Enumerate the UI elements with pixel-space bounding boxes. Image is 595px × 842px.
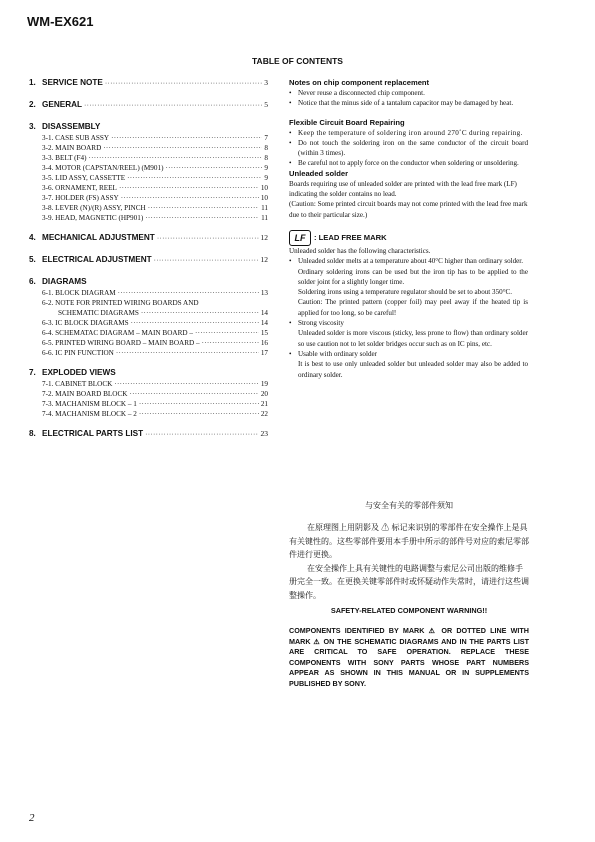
toc-subsection <box>42 389 268 399</box>
toc-section-title: GENERAL <box>42 100 83 109</box>
toc-leader-dots <box>118 288 259 298</box>
toc-leader-dots <box>116 348 259 358</box>
toc-subsection <box>42 193 268 203</box>
chinese-safety-notice <box>289 500 529 602</box>
toc-leader-dots <box>195 328 259 338</box>
toc-subsection <box>42 133 268 143</box>
toc-leader-dots <box>148 203 259 213</box>
lead-free-para: Soldering irons using a temperature regulator should be set to about 350°C. <box>298 288 513 297</box>
toc-leader-dots <box>145 213 259 223</box>
toc-subsection-title: 7-3. MACHANISM BLOCK – 1 <box>42 400 137 408</box>
toc-title: TABLE OF CONTENTS <box>252 56 343 66</box>
toc-spacer <box>29 358 268 368</box>
toc-subsection <box>42 203 268 213</box>
toc-subsection <box>42 213 268 223</box>
toc-subsection <box>42 399 268 409</box>
lead-free-mark-row <box>289 230 528 246</box>
toc-page-number: 21 <box>260 400 268 408</box>
chinese-notice-paragraph: 在原理图上用阴影及 ⚠ 标记来识别的零部件在安全操作上是具有关键性的。这些零部件要用本手册中所示的部件号对应的索尼零部件进行更换。 <box>289 523 529 559</box>
toc-section-number: 3. <box>29 122 36 131</box>
toc-subsection-list <box>42 133 268 223</box>
unleaded-caution: (Caution: Some printed circuit boards may not come printed with the lead free mark due to their particular size.) <box>289 200 528 219</box>
toc-leader-dots <box>139 399 259 409</box>
toc-subsection <box>42 308 268 318</box>
toc-section <box>29 429 268 438</box>
toc-leader-dots <box>111 133 262 143</box>
toc-leader-dots <box>103 143 262 153</box>
toc-subsection <box>42 298 268 308</box>
flex-repair-item: • Do not touch the soldering iron on the same conductor of the circuit board (within 3 times). <box>289 138 528 158</box>
toc-leader-dots <box>84 100 262 109</box>
toc-page-number: 20 <box>260 390 268 398</box>
toc-subsection-list <box>42 379 268 419</box>
toc-subsection-title: 6-3. IC BLOCK DIAGRAMS <box>42 319 129 327</box>
toc-subsection-title: 6-5. PRINTED WIRING BOARD – MAIN BOARD – <box>42 339 200 347</box>
toc-section-number: 6. <box>29 277 36 286</box>
flex-repair-item: • Be careful not to apply force on the conductor when soldering or unsoldering. <box>289 159 519 168</box>
toc-subsection-title: 7-4. MACHANISM BLOCK – 2 <box>42 410 137 418</box>
toc-subsection <box>42 288 268 298</box>
toc-leader-dots <box>145 429 258 438</box>
toc-page-number: 11 <box>261 204 268 212</box>
toc-page-number: 14 <box>260 309 268 317</box>
unleaded-text: Boards requiring use of unleaded solder are printed with the lead free mark (LF) indicating the solder contains no lead. <box>289 179 517 199</box>
toc-page-number: 19 <box>260 380 268 388</box>
toc-section <box>29 255 268 264</box>
chinese-notice-paragraph: 在安全操作上具有关键性的电路调整与索尼公司出版的维修手册完全一致。在更换关键零部件时或怀疑动作失常时，请进行这些调整操作。 <box>289 563 529 600</box>
toc-leader-dots <box>157 233 259 242</box>
toc-subsection-list <box>42 288 268 358</box>
lead-free-para: It is best to use only unleaded solder but unleaded solder may also be added to ordinary solder. <box>298 360 528 379</box>
toc-section-title: ELECTRICAL ADJUSTMENT <box>42 255 152 264</box>
toc-leader-dots <box>119 183 259 193</box>
toc-subsection <box>42 318 268 328</box>
chip-note-item: • Never reuse a disconnected chip component. <box>289 89 425 97</box>
toc-leader-dots <box>89 153 263 163</box>
toc-subsection <box>42 409 268 419</box>
toc-subsection-title: 3-6. ORNAMENT, REEL <box>42 184 117 192</box>
toc-subsection <box>42 143 268 153</box>
toc-subsection <box>42 348 268 358</box>
toc-page-number: 17 <box>260 349 268 357</box>
toc-section <box>29 368 268 377</box>
toc-section-number: 7. <box>29 368 36 377</box>
toc-section-title: ELECTRICAL PARTS LIST <box>42 429 144 438</box>
toc-leader-dots <box>129 389 258 399</box>
toc-spacer <box>29 264 268 277</box>
toc-page-number: 8 <box>264 154 268 162</box>
toc-page-number: 8 <box>264 144 268 152</box>
toc-subsection-title: 6-6. IC PIN FUNCTION <box>42 349 114 357</box>
toc-page-number: 12 <box>260 233 268 242</box>
toc-subsection <box>42 328 268 338</box>
lead-free-para: Ordinary soldering irons can be used but the iron tip has to be applied to the solder joint for a slightly longer time. <box>298 267 528 286</box>
toc-subsection-title: 3-9. HEAD, MAGNETIC (HP901) <box>42 214 144 222</box>
toc-spacer <box>29 242 268 255</box>
lead-free-item: • Usable with ordinary solder <box>289 349 377 358</box>
lead-free-para: Unleaded solder is more viscous (sticky, less prone to flow) than ordinary solder so use caution not to let solder bridges occur such as on IC pins, etc. <box>298 329 528 348</box>
toc-list <box>29 78 268 438</box>
toc-page-number: 12 <box>260 255 268 264</box>
toc-spacer <box>29 419 268 429</box>
lead-free-intro: Unleaded solder has the following characteristics. <box>289 246 431 255</box>
lead-free-logo-icon: LF <box>289 230 311 246</box>
toc-page-number: 10 <box>260 184 268 192</box>
chinese-notice-title: 与安全有关的零部件须知 <box>365 501 453 510</box>
toc-section-number: 2. <box>29 100 36 109</box>
toc-page-number: 11 <box>261 214 268 222</box>
toc-section-title: SERVICE NOTE <box>42 78 103 87</box>
toc-subsection-title: 3-2. MAIN BOARD <box>42 144 102 152</box>
toc-subsection <box>42 153 268 163</box>
toc-page-number: 14 <box>260 319 268 327</box>
toc-page-number: 23 <box>260 429 268 438</box>
safety-warning-title: SAFETY-RELATED COMPONENT WARNING!! <box>330 606 488 615</box>
toc-leader-dots <box>105 78 262 87</box>
toc-subsection-title: 7-1. CABINET BLOCK <box>42 380 113 388</box>
toc-page-number: 7 <box>264 134 268 142</box>
toc-subsection-title: 3-8. LEVER (N)/(R) ASSY, PINCH <box>42 204 146 212</box>
flex-repair-item: • Keep the temperature of soldering iron around 270˚C during repairing. <box>289 128 523 137</box>
toc-subsection-title: 3-4. MOTOR (CAPSTAN/REEL) (M901) <box>42 164 164 172</box>
toc-subsection <box>42 183 268 193</box>
toc-page-number: 10 <box>260 194 268 202</box>
toc-leader-dots <box>131 318 259 328</box>
toc-leader-dots <box>141 308 259 318</box>
toc-subsection-title: 6-4. SCHEMATAC DIAGRAM – MAIN BOARD – <box>42 329 193 337</box>
toc-section <box>29 277 268 286</box>
toc-section-title: DIAGRAMS <box>42 277 87 286</box>
toc-subsection <box>42 173 268 183</box>
lead-free-item: • Strong viscosity <box>289 319 344 328</box>
toc-subsection <box>42 163 268 173</box>
service-notes <box>289 78 528 380</box>
toc-subsection <box>42 338 268 348</box>
toc-leader-dots <box>154 255 259 264</box>
lead-free-heading: : LEAD FREE MARK <box>314 232 387 242</box>
toc-section <box>29 100 268 109</box>
toc-subsection-title: 3-3. BELT (F4) <box>42 154 87 162</box>
toc-spacer <box>29 223 268 233</box>
toc-section <box>29 233 268 242</box>
toc-section-title: EXPLODED VIEWS <box>42 368 116 377</box>
flex-repair-heading: Flexible Circuit Board Repairing <box>289 117 405 127</box>
toc-section-number: 5. <box>29 255 36 264</box>
toc-page-number: 3 <box>264 78 268 87</box>
toc-page-number: 15 <box>260 329 268 337</box>
toc-page-number: 9 <box>264 174 268 182</box>
toc-page-number: 16 <box>260 339 268 347</box>
chip-note-item: • Notice that the minus side of a tantalum capacitor may be damaged by heat. <box>289 99 514 108</box>
toc-leader-dots <box>165 163 262 173</box>
toc-section-number: 1. <box>29 78 36 87</box>
toc-spacer <box>29 87 268 100</box>
toc-page-number: 13 <box>260 289 268 297</box>
toc-subsection-title: SCHEMATIC DIAGRAMS <box>58 309 139 317</box>
toc-leader-dots <box>202 338 259 348</box>
toc-section-title: DISASSEMBLY <box>42 122 101 131</box>
chip-notes-heading: Notes on chip component replacement <box>289 78 430 87</box>
safety-warning-body: COMPONENTS IDENTIFIED BY MARK ⚠ OR DOTTED LINE WITH MARK ⚠ ON THE SCHEMATIC DIAGRAMS AND IN THE PARTS LIST ARE CRITICAL TO SAFE OPERATION. REPLACE THESE COMPONENTS WITH SONY PARTS WHOSE PART NUMBERS APPEAR AS SHOWN IN THIS MANUAL OR IN SUPPLEMENTS PUBLISHED BY SONY. <box>289 626 529 688</box>
toc-page-number: 5 <box>264 100 268 109</box>
lead-free-item: • Unleaded solder melts at a temperature about 40°C higher than ordinary solder. <box>289 257 524 266</box>
toc-subsection <box>42 379 268 389</box>
toc-section-number: 8. <box>29 429 36 438</box>
toc-page-number: 9 <box>264 164 268 172</box>
toc-leader-dots <box>139 409 259 419</box>
toc-leader-dots <box>127 173 262 183</box>
toc-section-number: 4. <box>29 233 36 242</box>
toc-subsection-title: 3-1. CASE SUB ASSY <box>42 134 110 142</box>
toc-spacer <box>29 109 268 122</box>
toc-subsection-title: 7-2. MAIN BOARD BLOCK <box>42 390 128 398</box>
toc-page-number: 22 <box>260 410 268 418</box>
toc-subsection-title: 6-2. NOTE FOR PRINTED WIRING BOARDS AND <box>42 299 199 307</box>
unleaded-heading: Unleaded solder <box>289 168 349 178</box>
lead-free-para: Caution: The printed pattern (copper foil) may peel away if the heated tip is applied for too long, so be careful! <box>298 298 528 317</box>
toc-section <box>29 78 268 87</box>
page-number: 2 <box>29 812 35 824</box>
toc-subsection-title: 6-1. BLOCK DIAGRAM <box>42 289 116 297</box>
toc-leader-dots <box>121 193 259 203</box>
toc-subsection-title: 3-7. HOLDER (FS) ASSY <box>42 194 119 202</box>
toc-subsection-title: 3-5. LID ASSY, CASSETTE <box>42 174 126 182</box>
toc-section <box>29 122 268 131</box>
model-name: WM-EX621 <box>27 14 94 29</box>
toc-leader-dots <box>114 379 258 389</box>
toc-section-title: MECHANICAL ADJUSTMENT <box>42 233 155 242</box>
